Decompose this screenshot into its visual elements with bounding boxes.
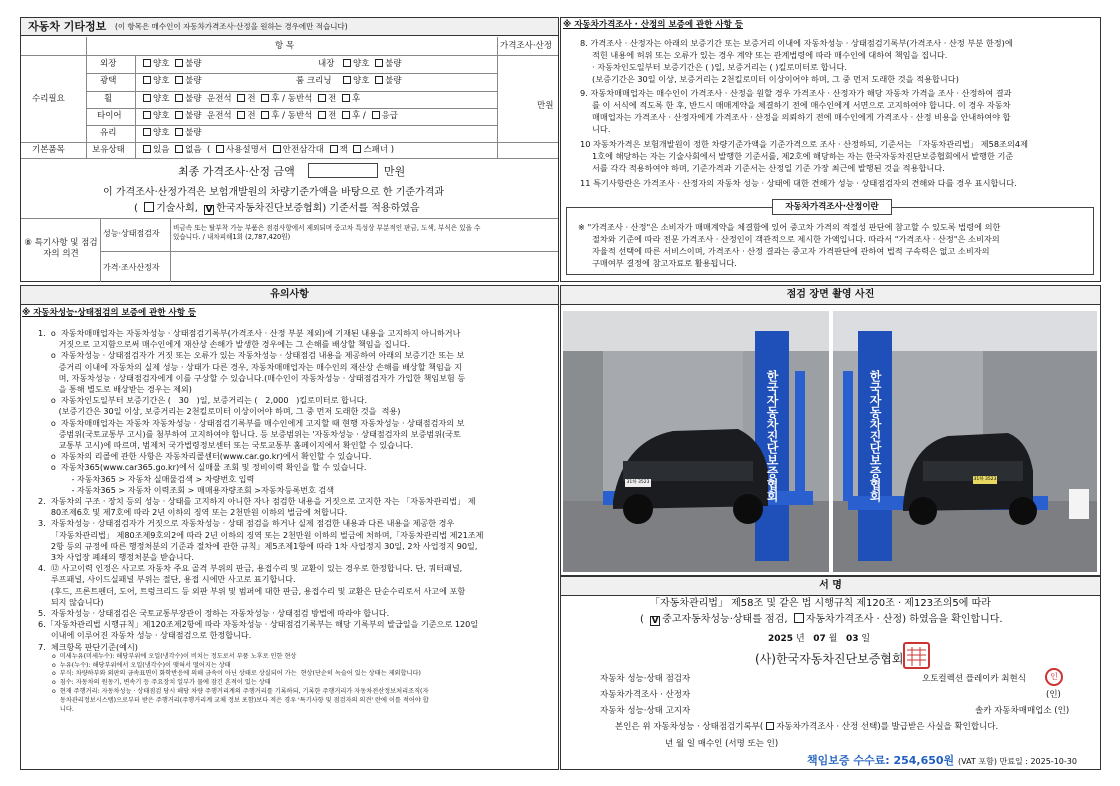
definition-line1: ※ "가격조사 · 산정"은 소비자가 매매계약을 체결함에 있어 중고차 가격의 적절성 판단에 참고할 수 있도록 법령에 의한 bbox=[578, 222, 1001, 232]
price-survey-label: 자동차가격조사 · 산정) 하였음을 확인합니다. bbox=[805, 614, 1003, 625]
definition-line3: 자율적 선택에 따른 서비스이며, 가격조사 · 산정 결과는 중고자 가격판단에 관하여 법적 구속력은 없고 소비자의 bbox=[592, 246, 990, 256]
tire-front-label: 전 bbox=[247, 111, 256, 121]
holding-label: 보유상태 bbox=[92, 145, 125, 155]
wheel-options bbox=[140, 94, 360, 105]
notice-line: o 자동차365(www.car365.go.kr)에서 실매물 조회 및 정비이력 확인을 할 수 있습니다. bbox=[38, 462, 367, 473]
wheel-pass-front-label: 전 bbox=[328, 94, 337, 104]
notice-header: 유의사항 bbox=[21, 286, 558, 305]
perf-opinion-line1: 비금속 또는 탈부착 가능 부품은 점검사항에서 제외되며 중고차 특성상 부분적인 판금, 도색, 부식은 있을 수 bbox=[173, 224, 481, 232]
notice-line: o 자동차인도일부터 보증기간은 ( 30 )일, 보증거리는 ( 2,000 )킬로미터로 합니다. bbox=[38, 395, 368, 406]
tire-bad-checkbox[interactable] bbox=[175, 111, 183, 119]
glass-bad-label: 불량 bbox=[185, 128, 202, 138]
item8-d: (보증기간은 30일 이상, 보증거리는 2천킬로미터 이상이어야 하며, 그 중 먼저 도래한 것을 적용합니다) bbox=[592, 74, 959, 84]
row3-label: 자동차 성능·상태 고지자 bbox=[600, 706, 691, 716]
criteria-line: 니다. bbox=[52, 705, 74, 713]
gloss-good-label: 양호 bbox=[153, 76, 170, 86]
none-checkbox[interactable] bbox=[175, 145, 183, 153]
signature-header: 서 명 bbox=[561, 577, 1100, 596]
sign-date bbox=[768, 634, 870, 645]
special-notes-label: ⑧ 특기사항 및 점검자의 의견 bbox=[24, 238, 98, 259]
row3-value: 솔카 자동차매매업소 (인) bbox=[975, 706, 1070, 716]
basic-options: 있음 없음 ( 사용설명서 안전삼각대 잭 스패너 ) bbox=[140, 145, 394, 156]
photo1-svg bbox=[563, 311, 829, 572]
definition-title-box: 자동차가격조사·산정이란 bbox=[772, 199, 892, 215]
notice-line: 증거리 이내에 자동차의 실제 성능 · 상태가 다른 경우, 자동차매매업자는 매수인의 재산상 손해를 배상할 책임을 지 bbox=[38, 361, 462, 372]
interior-label: 내장 bbox=[318, 59, 335, 69]
interior-bad-label: 불량 bbox=[385, 59, 402, 69]
notice-lines bbox=[38, 328, 556, 653]
tire-rear-label: 후 bbox=[271, 111, 280, 121]
wheel-bad-label: 불량 bbox=[185, 94, 202, 104]
gloss-good-checkbox[interactable] bbox=[143, 76, 151, 84]
performance-check-label: 중고자동차성능·상태를 점검, bbox=[662, 614, 791, 625]
sign-year: 2025 bbox=[768, 634, 794, 644]
row4 bbox=[615, 722, 998, 733]
perf-opinion-line2: 있습니다. / 내차피해1회 (2,787,420원) bbox=[173, 233, 291, 241]
basis-line1: 이 가격조사·산정가격은 보험개발원의 차량기준가액을 바탕으로 한 기준가격과 bbox=[103, 187, 445, 198]
criteria-line: o 미세누유(미세누수): 해당부위에 오일(냉각수)이 비치는 정도로서 부품 노후로 인한 현상 bbox=[52, 652, 297, 660]
sign-year-unit: 년 bbox=[795, 634, 805, 644]
notice-line: 3차 사업장 폐쇄의 행정처분을 받습니다. bbox=[38, 552, 194, 563]
inspection-photo-2 bbox=[833, 311, 1097, 572]
repair-label: 수리필요 bbox=[32, 94, 65, 104]
glass-bad-checkbox[interactable] bbox=[175, 128, 183, 136]
tire-good-checkbox[interactable] bbox=[143, 111, 151, 119]
definition-line2: 절차와 기준에 따라 전문 가격조사 · 산정인이 객관적으로 제시한 가액입니다. 따라서 "가격조사 · 산정"은 소비자의 bbox=[592, 234, 1000, 244]
notice-line: 4. ⑫ 사고이력 인정은 사고로 자동차 주요 골격 부위의 판금, 용접수리 및 교환이 있는 경우로 한정합니다. 단, 쿼터패널, bbox=[38, 563, 463, 574]
won-label: 만원 bbox=[537, 101, 554, 111]
exterior-good-checkbox[interactable] bbox=[143, 59, 151, 67]
wheel-driver-front-checkbox[interactable] bbox=[237, 94, 245, 102]
other-info-title: 자동차 기타정보 bbox=[28, 20, 107, 33]
notice-title: ※ 자동차성능·상태점검의 보증에 관한 사항 등 bbox=[22, 308, 197, 318]
tire-emergency-label: 응급 bbox=[381, 111, 398, 121]
wheel-bad-checkbox[interactable] bbox=[175, 94, 183, 102]
sign-day: 03 bbox=[845, 634, 859, 644]
notice-line: (후드, 프론트펜더, 도어, 트렁크리드 등 외판 부위 및 범퍼에 대한 판금, 용접수리 및 교환은 단순수리로서 사고에 포함 bbox=[38, 585, 466, 596]
col-price-header: 가격조사·산정 bbox=[500, 41, 552, 51]
row4-label: 본인은 위 자동차성능 · 상태점검기록부( bbox=[615, 722, 764, 732]
wheel-good-label: 양호 bbox=[153, 94, 170, 104]
notice-list bbox=[38, 328, 556, 714]
item9-c: 매매업자는 가격조사 · 산정자에게 가격조사 · 산정을 의뢰하기 전에 매수인에게 가격조사 · 산정 비용을 안내하여야 합 bbox=[592, 112, 1011, 122]
manual-checkbox[interactable] bbox=[216, 145, 224, 153]
gloss-options bbox=[140, 76, 202, 87]
notice-line: o 자동차의 리콜에 관한 사항은 자동차리콜센터(www.car.go.kr)에서 확인할 수 있습니다. bbox=[38, 451, 372, 462]
other-info-note: (이 항목은 매수인이 자동차가격조사·산정을 원하는 경우에만 적습니다) bbox=[115, 22, 348, 31]
item9-a: 9. 자동차매매업자는 매수인이 가격조사 · 산정을 원할 경우 가격조사 · 산정자가 해당 자동차 가격을 조사 · 산정하여 결과 bbox=[580, 88, 1012, 98]
wheel-passenger-label: / 동반석 bbox=[282, 94, 313, 104]
sign-month-unit: 월 bbox=[828, 634, 838, 644]
none-label: 없음 bbox=[185, 145, 202, 155]
notice-line: - 자동차365 > 자동차 이력조회 > 매매용자량조회 >자동차등록번호 검색 bbox=[38, 484, 335, 495]
tire-pass-front-checkbox[interactable] bbox=[318, 111, 326, 119]
row1-label: 자동차 성능·상태 점검자 bbox=[600, 674, 691, 684]
row1-value: 오토컬렉션 플레이카 최현식 bbox=[922, 674, 1026, 684]
association-name: (사)한국자동차진단보증협회 bbox=[755, 652, 904, 666]
wheel-driver-rear-checkbox[interactable] bbox=[261, 94, 269, 102]
tire-pass-front-label: 전 bbox=[328, 111, 337, 121]
plate-2: 31하 3523 bbox=[973, 477, 997, 482]
tire-options: 양호 불량 운전석 전 후 / 동반석 전 후 / 응급 bbox=[140, 111, 398, 122]
price-survey-checkbox[interactable] bbox=[794, 613, 804, 623]
exterior-bad-checkbox[interactable] bbox=[175, 59, 183, 67]
guarantee-fee: 책임보증 수수료: 254,650원 bbox=[807, 754, 955, 767]
interior-good-label: 양호 bbox=[353, 59, 370, 69]
notice-line: 루프패널, 사이드실패널 부위는 절단, 용접 시에만 사고로 표기합니다. bbox=[38, 574, 296, 585]
notice-line: 5. 자동차성능 · 상태점검은 국토교통부장관이 정하는 자동차성능 · 상태점검 방법에 따라야 합니다. bbox=[38, 608, 390, 619]
perf-inspector-label: 성능·상태점검자 bbox=[103, 229, 160, 238]
fee-note: (VAT 포함) 만료일 : 2025-10-30 bbox=[958, 757, 1077, 766]
gloss-label: 광택 bbox=[100, 76, 117, 86]
item9-b: 를 이 서식에 적도록 한 후, 반드시 매매계약을 체결하기 전에 매수인에게 서면으로 고지하여야 합니다. 이 경우 자동차 bbox=[592, 100, 1011, 110]
notice-line: 이내에 이루어진 자동차 성능 · 상태점검으로 한정합니다. bbox=[38, 630, 252, 641]
interior-options bbox=[340, 59, 402, 70]
gloss-bad-checkbox[interactable] bbox=[175, 76, 183, 84]
notice-line: 3. 자동차성능 · 상태점검자가 거짓으로 자동차성능 · 상태 점검을 하거나 실제 점검한 내용과 다른 내용을 제공한 경우 bbox=[38, 518, 455, 529]
exterior-good-label: 양호 bbox=[153, 59, 170, 69]
basic-items-label: 기본품목 bbox=[32, 145, 65, 155]
tech-society-checkbox[interactable] bbox=[144, 202, 154, 212]
sign-open-paren: ( bbox=[640, 614, 648, 625]
sign-month: 07 bbox=[813, 634, 826, 644]
notice-line: 증범위(국토교통부 고시)를 첨부하여 고지하여야 합니다. 등 보증범위는 '자동차성능 · 상태점검자의 보증범위(국토 bbox=[38, 428, 461, 439]
final-price-label: 최종 가격조사·산정 금액 bbox=[178, 165, 295, 178]
spanner-label: 스패너 bbox=[363, 145, 389, 155]
interior-good-checkbox[interactable] bbox=[343, 59, 351, 67]
performance-check-checkbox[interactable]: V bbox=[651, 616, 659, 626]
notice-line: 2항 등의 규정에 따른 행정처분의 기준과 절차에 관한 규칙」제5조제1항에 따라 1차 사업정지 30일, 2차 사업정지 90일, bbox=[38, 540, 478, 551]
wheel-good-checkbox[interactable] bbox=[143, 94, 151, 102]
item8-b: 적힌 내용에 허위 또는 오류가 있는 경우 계약 또는 관계법령에 따라 매수인에 대하여 책임을 집니다. bbox=[592, 50, 948, 60]
wheel-pass-rear-checkbox[interactable] bbox=[342, 94, 350, 102]
notice-line: 7. 체크항목 판단기준(예시) bbox=[38, 641, 138, 652]
item11: 11 특기사항란은 가격조사 · 산정자의 자동차 성능 · 상태에 대한 견해가 성능 · 상태점검자의 견해와 다를 경우 표시합니다. bbox=[580, 178, 1017, 188]
wheel-pass-rear-label: 후 bbox=[352, 94, 361, 104]
tire-driver-front-checkbox[interactable] bbox=[237, 111, 245, 119]
final-price-input[interactable] bbox=[308, 163, 378, 178]
row4-tail: 자동차가격조사 · 산정 선택)를 발급받은 사실을 확인합니다. bbox=[776, 722, 999, 732]
basis-line2 bbox=[134, 202, 420, 216]
wheel-rear-label: 후 bbox=[271, 94, 280, 104]
manual-label: 사용설명서 bbox=[226, 145, 268, 155]
notice-line: 2. 자동차의 구조 · 장치 등의 성능 · 상태를 고지하지 아니한 자나 점검한 내용을 거짓으로 고지한 자는 「자동차관리법」 제 bbox=[38, 496, 476, 507]
tire-pass-rear-label: 후 bbox=[352, 111, 361, 121]
notice-line: 6.「자동차관리법 시행규칙」제120조제2항에 따라 자동차성능 · 상태점검기록부는 해당 기록부의 발급일을 기준으로 120일 bbox=[38, 619, 479, 630]
seal-pattern-icon bbox=[905, 646, 928, 667]
glass-good-label: 양호 bbox=[153, 128, 170, 138]
criteria-line: 동차관리정보시스템)으로부터 받은 주행거리(주행거리계 교체 정보 포함)보다 적은 경우 '특기사항 및 점검자의 의견' 란에 이를 적어야 합 bbox=[52, 696, 429, 704]
wheel-front-label: 전 bbox=[247, 94, 256, 104]
criteria-line: o 부식: 차량하부와 외판의 금속표면이 화학반응에 의해 금속이 아닌 상태로 상실되어 가는 현상(단순히 녹슬어 있는 상태는 제외합니다) bbox=[52, 670, 421, 678]
room-good-label: 양호 bbox=[353, 76, 370, 86]
notice-line: 을 통해 별도로 배상받는 경우는 제외) bbox=[38, 384, 192, 395]
plate-1: 31하 3523 bbox=[626, 480, 650, 485]
triangle-checkbox[interactable] bbox=[273, 145, 281, 153]
sign-line1: 「자동차관리법」 제58조 및 같은 법 시행규칙 제120조 · 제123조의5에 따라 bbox=[650, 598, 991, 609]
spanner-checkbox[interactable] bbox=[353, 145, 361, 153]
exterior-options bbox=[140, 59, 202, 70]
buyer-sign-row: 년 월 일 매수인 (서명 또는 인) bbox=[665, 739, 779, 749]
notice-line: - 자동차365 > 자동차 실매물검색 > 차량번호 입력 bbox=[38, 473, 255, 484]
sign-day-unit: 일 bbox=[861, 634, 871, 644]
wheel-driver-label: 운전석 bbox=[206, 94, 232, 104]
notice-line: 며, 자동차성능 · 상태점검자에게 이를 구상할 수 있습니다.(매수인이 자동차성능 · 상태점검자가 가입한 책임보험 등 bbox=[38, 372, 466, 383]
tire-bad-label: 불량 bbox=[185, 111, 202, 121]
sign-line2 bbox=[640, 613, 1003, 627]
notice-line: o 자동차매매업자는 자동차 자동차성능 · 상태점검기록부를 매수인에게 고지할 때 현행 자동차성능 · 상태점검자의 보 bbox=[38, 417, 465, 428]
room-bad-label: 불량 bbox=[385, 76, 402, 86]
wheel-pass-front-checkbox[interactable] bbox=[318, 94, 326, 102]
notice-line: o 자동차성능 · 상태점검자가 거짓 또는 오류가 있는 자동차성능 · 상태점검 내용을 제공하여 아래의 보증기간 또는 보 bbox=[38, 350, 465, 361]
photo-header: 점검 장면 촬영 사진 bbox=[561, 286, 1100, 305]
tire-emergency-checkbox[interactable] bbox=[372, 111, 380, 119]
row2-label: 자동차가격조사 · 산정자 bbox=[600, 690, 691, 700]
wheel-label: 휠 bbox=[104, 94, 113, 104]
room-bad-checkbox[interactable] bbox=[375, 76, 383, 84]
interior-bad-checkbox[interactable] bbox=[375, 59, 383, 67]
notice-line: 되지 않습니다) bbox=[38, 596, 104, 607]
exterior-bad-label: 불량 bbox=[185, 59, 202, 69]
notice-line: 「자동차관리법」 제80조제9호의2에 따라 2년 이하의 징역 또는 2천만원 이하의 벌금에 처하며,「자동차관리법 제21조제 bbox=[38, 529, 484, 540]
jack-checkbox[interactable] bbox=[330, 145, 338, 153]
gloss-bad-label: 불량 bbox=[185, 76, 202, 86]
tech-society-label: 기술사회, bbox=[156, 203, 202, 214]
notice-line: (보증기간은 30일 이상, 보증거리는 2천킬로미터 이상이어야 하며, 그 중 먼저 도래한 것을 적용) bbox=[38, 406, 401, 417]
glass-options bbox=[140, 128, 202, 139]
room-cleaning-label: 룸 크리닝 bbox=[296, 76, 332, 86]
row2-value: (인) bbox=[1046, 690, 1061, 700]
tire-pass-rear-checkbox[interactable] bbox=[342, 111, 350, 119]
inspection-photo-1 bbox=[563, 311, 829, 572]
notice-line: 80조제6호 및 제7호에 따라 2년 이하의 징역 또는 2천만원 이하의 벌금에 처합니다. bbox=[38, 507, 348, 518]
notice-line: 교통부 고시)에 따르며, 범제처 국가법령정보센터 또는 국토교통부 홈페이지에서 확인할 수 있습니다. bbox=[38, 440, 414, 451]
tire-label: 타이어 bbox=[97, 111, 122, 121]
tire-driver-rear-checkbox[interactable] bbox=[261, 111, 269, 119]
price-guarantee-title: ※ 자동차가격조사 · 산정의 보증에 관한 사항 등 bbox=[563, 20, 744, 30]
kaida-checkbox-checked[interactable]: V bbox=[205, 205, 213, 215]
tire-passenger-label: / 동반석 bbox=[282, 111, 313, 121]
item8-c: · 자동차인도일부터 보증기간은 ( )일, 보증거리는 ( )킬로미터로 합니다. bbox=[592, 62, 847, 72]
criteria-line: o 현재 주행거리: 자동차성능 · 상태점검 당시 해당 차량 주행거리계의 주행거리를 기록하되, 기록한 주행거리가 자동차전산정보처리조직(자 bbox=[52, 688, 429, 696]
item8-a: 8. 가격조사 · 산정자는 아래의 보증기간 또는 보증거리 이내에 자동차성능 · 상태점검기록부(가격조사 · 산정 부분 한정)에 bbox=[580, 38, 1013, 48]
criteria-line: o 침수: 자동차의 원동기, 변속기 등 주요장치 일부가 물에 잠긴 흔적이 있는 상태 bbox=[52, 679, 271, 687]
final-price-unit: 만원 bbox=[384, 165, 406, 178]
price-survey-select-checkbox[interactable] bbox=[766, 722, 774, 730]
room-good-checkbox[interactable] bbox=[343, 76, 351, 84]
have-checkbox[interactable] bbox=[143, 145, 151, 153]
jack-label: 잭 bbox=[339, 145, 348, 155]
item10-b: 1호에 해당하는 자는 기술사회에서 발행한 기준서를, 제2호에 해당하는 자는 한국자동차진단보증협회에서 발행한 기준 bbox=[592, 151, 1014, 161]
kaida-label: 한국자동차진단보증협회) 기준서를 적용하였음 bbox=[216, 203, 420, 214]
criteria-examples bbox=[52, 653, 556, 715]
association-seal bbox=[903, 642, 930, 669]
col-item-header: 항 목 bbox=[275, 41, 295, 51]
item10-c: 서를 각각 적용하여야 하며, 기준가격과 기준서는 산정일 기준 가장 최근에 발행된 것을 적용합니다. bbox=[592, 163, 945, 173]
definition-line4: 구매여부 결정에 참고자료로 활용됩니다. bbox=[592, 258, 737, 268]
have-label: 있음 bbox=[153, 145, 170, 155]
price-inspector-label: 가격·조사산정자 bbox=[103, 263, 160, 272]
room-options bbox=[340, 76, 402, 87]
item9-d: 니다. bbox=[592, 124, 611, 134]
exterior-label: 외장 bbox=[100, 59, 117, 69]
notice-line: 1. o 자동차매매업자는 자동차성능 · 상태점검기록부(가격조사 · 산정 부분 제외)에 기재된 내용을 고지하지 아니하거나 bbox=[38, 328, 461, 338]
tire-driver-label: 운전석 bbox=[206, 111, 232, 121]
glass-label: 유리 bbox=[100, 128, 117, 138]
banner-1: 한국자동차진단보증협회 bbox=[765, 370, 779, 502]
triangle-label: 안전삼각대 bbox=[282, 145, 324, 155]
inspector-seal: 인 bbox=[1045, 668, 1063, 686]
tire-good-label: 양호 bbox=[153, 111, 170, 121]
criteria-line: o 누유(누수): 해당부위에서 오일(냉각수)이 맺혀서 떨어지는 상태 bbox=[52, 661, 231, 669]
item10-a: 10 자동차가격은 보험개발원이 정한 차량기준가액을 기준가격으로 조사 · 산정하되, 기준서는 「자동차관리법」 제58조의4제 bbox=[580, 139, 1028, 149]
glass-good-checkbox[interactable] bbox=[143, 128, 151, 136]
notice-line: 거짓으로 고지함으로써 매수인에게 재산상 손해가 발생한 경우에는 그 손해를 배상할 책임을 집니다. bbox=[38, 339, 411, 350]
banner-2: 한국자동차진단보증협회 bbox=[868, 370, 882, 502]
basis-open-paren: ( bbox=[134, 203, 142, 214]
